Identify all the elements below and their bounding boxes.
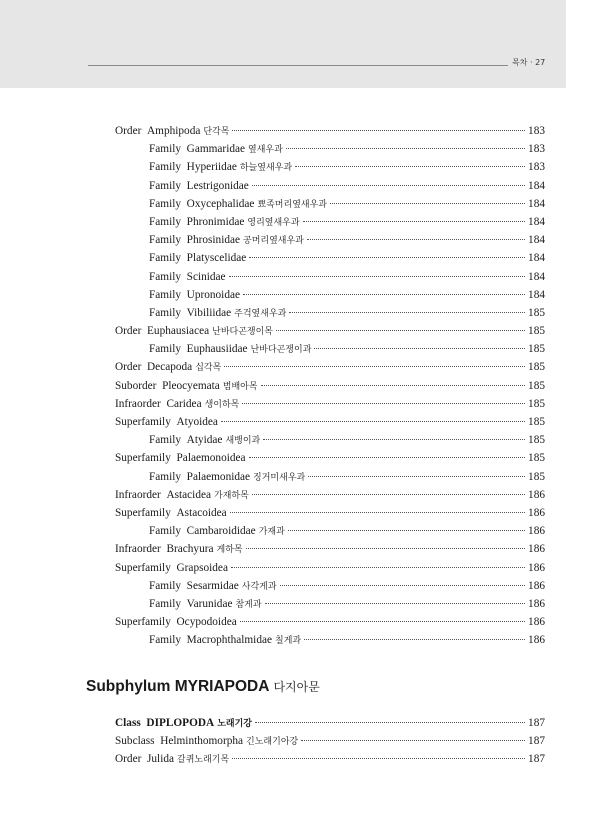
entry-name [115,431,260,450]
page-number: 185 [528,416,545,428]
page-number: 186 [528,525,545,538]
entry-taxon: Atyoidea [176,416,218,428]
page-number: 183 [528,143,545,156]
entry-taxon: DIPLOPODA [146,717,215,729]
entry-name [115,140,283,159]
toc-entry[interactable] [115,177,545,195]
entry-korean-name: 칠게과 [275,636,302,647]
page-number: 184 [528,270,545,283]
entry-rank: Family [149,306,182,319]
entry-rank: Superfamily [115,561,171,574]
entry-korean-name: 범배아목 [222,381,258,392]
entry-rank: Family [149,270,182,283]
toc-entry[interactable] [115,268,545,286]
entry-rank: Order [115,125,142,137]
entry-name [115,231,304,250]
dot-leader [252,185,525,186]
entry-rank: Family [149,179,182,192]
dot-leader [249,257,525,258]
entry-taxon: Scinidae [186,270,226,283]
toc-entry[interactable] [115,449,545,467]
entry-korean-name: 옆새우과 [248,145,283,156]
toc-entry[interactable] [115,413,545,431]
dot-leader [289,312,525,313]
page-number: 186 [528,634,545,647]
entry-name [115,559,228,577]
dot-leader [330,203,525,204]
entry-rank: Family [149,234,182,247]
dot-leader [242,403,525,404]
entry-korean-name: 난바다곤쟁이목 [212,327,273,338]
entry-taxon: Varunidae [186,597,233,610]
toc-entry[interactable] [115,140,545,158]
entry-taxon: Phrosinidae [186,234,241,247]
entry-rank: Family [149,343,182,356]
entry-rank: Infraorder [115,488,161,501]
toc-entry[interactable] [115,613,545,631]
toc-entry[interactable] [115,377,545,395]
toc-entry[interactable] [115,732,545,750]
entry-name [115,304,286,323]
toc-entry[interactable] [115,504,545,522]
entry-taxon: Gammaridae [186,143,246,156]
entry-name [115,522,285,541]
entry-name [115,504,227,522]
entry-name [115,195,327,214]
dot-leader [301,740,525,741]
page-number: 184 [528,197,545,210]
entry-name [115,714,252,733]
entry-taxon: Euphausiacea [147,325,210,338]
page-number: 187 [528,753,545,766]
toc-entry[interactable] [115,486,545,504]
entry-rank: Suborder [115,379,157,392]
entry-name [115,540,243,559]
dot-leader [288,530,525,531]
toc-entry[interactable] [115,714,545,732]
toc-entry[interactable] [115,431,545,449]
dot-leader [221,421,525,422]
entry-name [115,613,237,631]
entry-name [115,468,305,487]
section-heading [86,678,320,696]
toc-entry[interactable] [115,468,545,486]
entry-rank: Subclass [115,735,155,748]
toc-list-2 [115,714,545,769]
entry-rank: Family [149,525,182,538]
dot-leader [229,276,525,277]
entry-korean-name: 징거미새우과 [253,472,306,483]
entry-rank: Superfamily [115,416,171,428]
dot-leader [295,166,525,167]
page-number: 184 [528,252,545,265]
entry-rank: Family [149,579,182,592]
entry-name [115,449,246,467]
toc-entry[interactable] [115,286,545,304]
toc-entry[interactable] [115,158,545,176]
entry-name [115,750,229,769]
page-number: 185 [528,361,545,374]
header-band [0,0,566,88]
page-number: 185 [528,306,545,319]
entry-name [115,486,249,505]
page-number: 186 [528,579,545,592]
page-number: 185 [528,325,545,338]
toc-entry[interactable] [115,322,545,340]
dot-leader [304,639,525,640]
entry-rank: Order [115,361,142,374]
entry-korean-name: 새뱅이과 [225,436,261,447]
entry-rank: Family [149,215,182,228]
entry-taxon: Hyperiidae [186,161,237,174]
entry-name [115,413,218,431]
entry-name [115,158,292,177]
entry-korean-name: 사각게과 [241,581,277,592]
entry-korean-name: 십각목 [195,363,222,374]
entry-taxon: Caridea [166,397,202,410]
dot-leader [243,294,525,295]
entry-rank: Superfamily [115,506,171,519]
toc-entry[interactable] [115,249,545,267]
dot-leader [231,567,525,568]
entry-name [115,122,229,141]
page-number: 186 [528,597,545,610]
entry-taxon: Atyidae [186,434,223,447]
entry-taxon: Grapsoidea [176,561,228,574]
toc-entry[interactable] [115,231,545,249]
toc-entry[interactable] [115,559,545,577]
page-number: 186 [528,488,545,501]
dot-leader [314,348,525,349]
entry-rank: Infraorder [115,543,161,556]
entry-korean-name: 뾰족머리옆새우과 [257,199,327,210]
entry-rank: Superfamily [115,452,171,465]
toc-entry[interactable] [115,577,545,595]
entry-korean-name: 긴노래기아강 [246,737,299,748]
page-number: 183 [528,125,545,137]
page-number: 186 [528,506,545,519]
page-number: 185 [528,470,545,483]
entry-taxon: Julida [147,753,175,766]
dot-leader [246,548,525,549]
dot-leader [263,439,525,440]
entry-korean-name: 단각목 [203,127,230,137]
dot-leader [308,476,525,477]
entry-korean-name: 노래기강 [217,719,252,729]
page-number: 187 [528,717,545,729]
toc-entry[interactable] [115,340,545,358]
entry-taxon: Oxycephalidae [186,197,255,210]
entry-taxon: Helminthomorpha [160,735,244,748]
entry-taxon: Upronoidae [186,288,241,301]
page-number: 183 [528,161,545,174]
dot-leader [252,494,525,495]
entry-taxon: Decapoda [147,361,193,374]
entry-name [115,177,249,195]
entry-rank: Superfamily [115,616,171,629]
toc-entry[interactable] [115,750,545,768]
section-rank: Subphylum [86,678,171,695]
dot-leader [232,130,525,131]
page-number: 185 [528,397,545,410]
entry-korean-name: 하늘옆새우과 [239,163,293,174]
toc-entry[interactable] [115,122,545,140]
entry-taxon: Amphipoda [147,125,201,137]
entry-taxon: Palaemonidae [186,470,251,483]
entry-taxon: Euphausiidae [186,343,248,356]
page-number: 186 [528,543,545,556]
page-number: 184 [528,234,545,247]
toc-entry[interactable] [115,395,545,413]
dot-leader [303,221,525,222]
dot-leader [232,758,525,759]
entry-korean-name: 참게과 [235,599,262,610]
toc-entry[interactable] [115,195,545,213]
dot-leader [249,457,526,458]
dot-leader [261,385,525,386]
entry-name [115,732,298,751]
dot-leader [307,239,525,240]
entry-name [115,377,258,396]
page-number: 184 [528,215,545,228]
entry-name [115,340,311,359]
toc-entry[interactable] [115,304,545,322]
section-name: MYRIAPODA [174,678,270,695]
entry-rank: Family [149,434,182,447]
page-number: 187 [528,735,545,748]
entry-name [115,322,273,341]
entry-taxon: Palaemonoidea [176,452,246,465]
page-number: 185 [528,452,545,465]
header-rule [88,65,508,66]
entry-name [115,358,221,377]
entry-taxon: Astacoidea [176,506,227,519]
entry-korean-name: 게하목 [216,545,243,556]
toc-entry[interactable] [115,358,545,376]
entry-taxon: Lestrigonidae [186,179,249,192]
entry-rank: Family [149,143,182,156]
dot-leader [224,366,525,367]
page-number: 185 [528,434,545,447]
entry-name [115,595,262,614]
entry-korean-name: 가재하목 [214,490,249,501]
section-korean-name: 다지아문 [273,680,320,694]
page-number: 185 [528,343,545,356]
entry-korean-name: 생이하목 [204,399,240,410]
entry-name [115,395,239,414]
page-number: 185 [528,379,545,392]
dot-leader [230,512,525,513]
entry-korean-name: 공머리옆새우과 [243,236,304,247]
entry-taxon: Astacidea [166,488,211,501]
toc-list [115,122,545,649]
entry-taxon: Platyscelidae [186,252,247,265]
entry-name [115,577,277,596]
entry-rank: Family [149,288,182,301]
dot-leader [280,585,526,586]
toc-entry[interactable] [115,213,545,231]
entry-rank: Family [149,197,182,210]
entry-rank: Family [149,161,182,174]
entry-korean-name: 영리옆새우과 [247,217,300,228]
dot-leader [286,148,525,149]
running-header: 목차 · 27 [512,58,546,67]
entry-name [115,249,246,267]
page-number: 186 [528,616,545,629]
entry-taxon: Vibiliidae [186,306,232,319]
entry-rank: Family [149,597,182,610]
entry-taxon: Phronimidae [186,215,245,228]
entry-rank: Order [115,753,142,766]
entry-taxon: Pleocyemata [162,379,220,392]
dot-leader [255,722,525,723]
page-number: 184 [528,288,545,301]
entry-rank: Family [149,470,182,483]
entry-korean-name: 난바다곤쟁이과 [250,345,312,356]
dot-leader [276,330,525,331]
entry-taxon: Ocypodoidea [176,616,237,629]
entry-korean-name: 주걱옆새우과 [234,308,287,319]
entry-taxon: Sesarmidae [186,579,239,592]
entry-rank: Class [115,717,141,729]
entry-korean-name: 가재과 [258,527,285,538]
entry-taxon: Macrophthalmidae [186,634,272,647]
toc-entry[interactable] [115,522,545,540]
entry-rank: Family [149,634,182,647]
page-number: 184 [528,179,545,192]
entry-name [115,213,300,232]
toc-entry[interactable] [115,540,545,558]
entry-name [115,631,301,650]
page-number: 186 [528,561,545,574]
dot-leader [240,621,525,622]
entry-name [115,268,226,286]
entry-korean-name: 갈퀴노래기목 [177,755,230,766]
dot-leader [265,603,525,604]
entry-rank: Order [115,325,142,338]
entry-rank: Infraorder [115,397,161,410]
entry-rank: Family [149,252,182,265]
entry-taxon: Brachyura [166,543,214,556]
entry-taxon: Cambaroididae [186,525,256,538]
entry-name [115,286,240,304]
toc-entry[interactable] [115,595,545,613]
toc-entry[interactable] [115,631,545,649]
